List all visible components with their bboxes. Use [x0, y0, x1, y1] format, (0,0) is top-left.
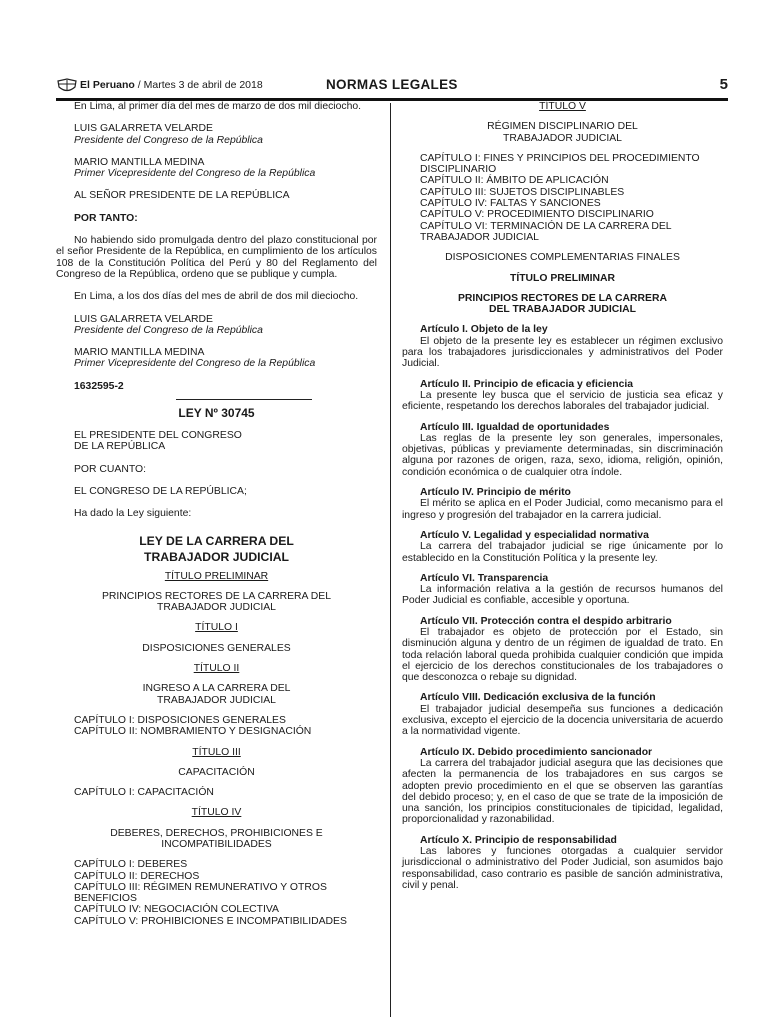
- page-number: 5: [719, 76, 728, 93]
- signatory-name: MARIO MANTILLA MEDINA: [74, 347, 205, 359]
- article-heading: Artículo I. Objeto de la ley: [420, 324, 548, 336]
- document-code: 1632595-2: [74, 380, 124, 392]
- article-text: La presente ley busca que el servicio de justicia sea eficaz y eficiente, respetando los derechos laborales del trabajador judicial.: [402, 389, 723, 413]
- toc-title: TÍTULO III: [192, 746, 241, 758]
- toc-chapter: CAPÍTULO I: DEBERES: [74, 859, 188, 871]
- article: [402, 692, 723, 737]
- article: [402, 747, 723, 826]
- article-heading: Artículo VI. Transparencia: [420, 572, 549, 584]
- article-heading: Artículo VII. Protección contra el despido arbitrario: [420, 615, 672, 627]
- toc-chapter: CAPÍTULO V: PROHIBICIONES E INCOMPATIBILIDADES: [74, 915, 347, 927]
- section-heading: DEL TRABAJADOR JUDICIAL: [488, 304, 637, 316]
- law-number: LEY Nº 30745: [178, 406, 255, 421]
- toc-heading: CAPACITACIÓN: [178, 766, 255, 778]
- article-text: El trabajador judicial desempeña sus funciones a dedicación exclusiva, excepto el ejercicio de la docencia universitaria de acuerdo a la normatividad vigente.: [402, 703, 723, 738]
- article-heading: Artículo X. Principio de responsabilidad: [420, 834, 617, 846]
- toc-title: TÍTULO IV: [191, 807, 242, 819]
- article: [402, 324, 723, 369]
- presidente-line: DE LA REPÚBLICA: [74, 441, 166, 453]
- toc-chapter: CAPÍTULO I: FINES Y PRINCIPIOS DEL PROCEDIMIENTO DISCIPLINARIO: [420, 152, 700, 176]
- article-list: [402, 324, 723, 891]
- toc-chapter: CAPÍTULO II: ÁMBITO DE APLICACIÓN: [420, 175, 609, 187]
- article-heading: Artículo IV. Principio de mérito: [420, 487, 571, 499]
- section-title: NORMAS LEGALES: [326, 77, 458, 92]
- article-heading: Artículo VIII. Dedicación exclusiva de la función: [420, 692, 656, 704]
- column-divider: [390, 103, 391, 1017]
- toc-chapter: CAPÍTULO IV: FALTAS Y SANCIONES: [420, 198, 601, 210]
- toc-title: TÍTULO PRELIMINAR: [164, 570, 269, 582]
- article-text: La carrera del trabajador judicial se rige únicamente por lo establecido en la Constitución Política y la presente ley.: [402, 541, 723, 564]
- article-text: Las reglas de la presente ley son generales, impersonales, objetivas, públicas y previamente determinadas, sin discriminación alguna por razones de origen, raza, sexo, idioma, religión, opinión, condición económica o de cualquier otra índole.: [402, 432, 723, 478]
- toc-title: TÍTULO V: [539, 101, 586, 112]
- signatory-role: Presidente del Congreso de la República: [74, 324, 263, 336]
- toc-title: TÍTULO I: [195, 622, 238, 634]
- publication-name: El Peruano: [80, 79, 135, 91]
- article: [402, 379, 723, 413]
- article: [402, 530, 723, 564]
- paragraph: En Lima, al primer día del mes de marzo de dos mil dieciocho.: [74, 101, 362, 112]
- por-tanto: POR TANTO:: [74, 212, 138, 224]
- toc-chapter: CAPÍTULO III: SUJETOS DISCIPLINABLES: [420, 186, 625, 198]
- toc-chapter: CAPÍTULO III: RÉGIMEN REMUNERATIVO Y OTROS BENEFICIOS: [74, 881, 327, 905]
- toc-heading: DISPOSICIONES COMPLEMENTARIAS FINALES: [445, 252, 680, 264]
- por-cuanto: POR CUANTO:: [74, 463, 146, 475]
- law-title: TRABAJADOR JUDICIAL: [144, 549, 289, 564]
- signatory-name: LUIS GALARRETA VELARDE: [74, 313, 213, 325]
- toc-heading: DISPOSICIONES GENERALES: [142, 642, 291, 654]
- toc-chapter: CAPÍTULO II: NOMBRAMIENTO Y DESIGNACIÓN: [74, 726, 312, 738]
- coat-of-arms-icon: [56, 78, 78, 94]
- article-text: El mérito se aplica en el Poder Judicial, como mecanismo para el ingreso y progresión del trabajador en la carrera judicial.: [402, 498, 723, 521]
- article-text: La carrera del trabajador judicial asegura que las decisiones que afecten la permanencia de los trabajadores en sus cargos se adopten previo procedimiento en el que se observen las garantías del debido proceso; y, en el caso de que se trate de la imposición de una sanción, los principios constitucionales de tipicidad, legalidad, proporcionalidad y razonabilidad.: [402, 757, 723, 826]
- page-header: [56, 74, 728, 101]
- paragraph: En Lima, a los dos días del mes de abril de dos mil dieciocho.: [74, 291, 359, 303]
- toc-chapter: CAPÍTULO II: DERECHOS: [74, 870, 200, 882]
- signatory-name: MARIO MANTILLA MEDINA: [74, 156, 205, 168]
- article-heading: Artículo III. Igualdad de oportunidades: [420, 421, 610, 433]
- article-text: Las labores y funciones otorgadas a cualquier servidor jurisdiccional o administrativo del Poder Judicial, son asumidos bajo responsabilidad, caso contrario es pasible de sanción administrativa, civil y penal.: [402, 846, 723, 891]
- toc-heading: PRINCIPIOS RECTORES DE LA CARRERA DEL TRABAJADOR JUDICIAL: [101, 590, 332, 614]
- publication-date: Martes 3 de abril de 2018: [143, 79, 263, 91]
- toc-heading: INGRESO A LA CARRERA DEL TRABAJADOR JUDICIAL: [142, 683, 291, 706]
- signatory-role: Primer Vicepresidente del Congreso de la República: [74, 168, 316, 180]
- signatory-role: Presidente del Congreso de la República: [74, 134, 263, 146]
- right-column: [402, 101, 723, 891]
- article-heading: Artículo II. Principio de eficacia y eficiencia: [420, 378, 634, 390]
- ha-dado-line: Ha dado la Ley siguiente:: [74, 508, 192, 520]
- article-heading: Artículo IX. Debido procedimiento sancionador: [420, 746, 653, 758]
- toc-chapter: CAPÍTULO I: DISPOSICIONES GENERALES: [74, 714, 286, 726]
- article-text: El objeto de la presente ley es establecer un régimen exclusivo para los trabajadores jurisdiccionales y administrativos del Poder Judicial.: [402, 335, 723, 370]
- article: [402, 573, 723, 607]
- signatory-name: LUIS GALARRETA VELARDE: [74, 123, 213, 135]
- toc-chapter: CAPÍTULO IV: NEGOCIACIÓN COLECTIVA: [74, 904, 279, 916]
- left-column: [56, 101, 377, 927]
- law-title: LEY DE LA CARRERA DEL: [139, 533, 294, 548]
- toc-chapter: CAPÍTULO VI: TERMINACIÓN DE LA CARRERA DEL TRABAJADOR JUDICIAL: [420, 220, 672, 243]
- presidente-line: EL PRESIDENTE DEL CONGRESO: [74, 430, 242, 442]
- section-heading: PRINCIPIOS RECTORES DE LA CARRERA: [458, 292, 667, 304]
- section-title: TÍTULO PRELIMINAR: [509, 272, 616, 284]
- toc-chapter: CAPÍTULO I: CAPACITACIÓN: [74, 787, 214, 799]
- article: [402, 616, 723, 684]
- congreso-line: EL CONGRESO DE LA REPÚBLICA;: [74, 485, 247, 497]
- header-publication: El Peruano / Martes 3 de abril de 2018: [80, 79, 263, 91]
- article-heading: Artículo V. Legalidad y especialidad normativa: [420, 529, 649, 541]
- article: [402, 422, 723, 478]
- toc-heading: DEBERES, DERECHOS, PROHIBICIONES E INCOMPATIBILIDADES: [110, 827, 323, 850]
- toc-title: TÍTULO II: [193, 663, 240, 675]
- signatory-role: Primer Vicepresidente del Congreso de la República: [74, 358, 316, 370]
- article-text: La información relativa a la gestión de recursos humanos del Poder Judicial es confiable, accesible y oportuna.: [402, 584, 723, 607]
- addressee: AL SEÑOR PRESIDENTE DE LA REPÚBLICA: [74, 190, 290, 202]
- toc-chapter: CAPÍTULO V: PROCEDIMIENTO DISCIPLINARIO: [420, 209, 654, 221]
- toc-heading: RÉGIMEN DISCIPLINARIO DEL TRABAJADOR JUDICIAL: [487, 121, 638, 144]
- article: [402, 487, 723, 521]
- paragraph: No habiendo sido promulgada dentro del plazo constitucional por el señor Presidente de la República, en cumplimiento de los artículos 108 de la Constitución Política del Perú y 80 del Reglamento del Congreso de la República, ordeno que se publique y cumpla.: [56, 235, 377, 280]
- article: [402, 835, 723, 891]
- article-text: El trabajador es objeto de protección por el Estado, sin disminución alguna y dentro de un régimen de igualdad de trato. En toda relación laboral queda prohibida cualquier condición que impida el ejercicio de los derechos constitucionales de los trabajadores o que desconozca o rebaje su dignidad.: [402, 626, 723, 684]
